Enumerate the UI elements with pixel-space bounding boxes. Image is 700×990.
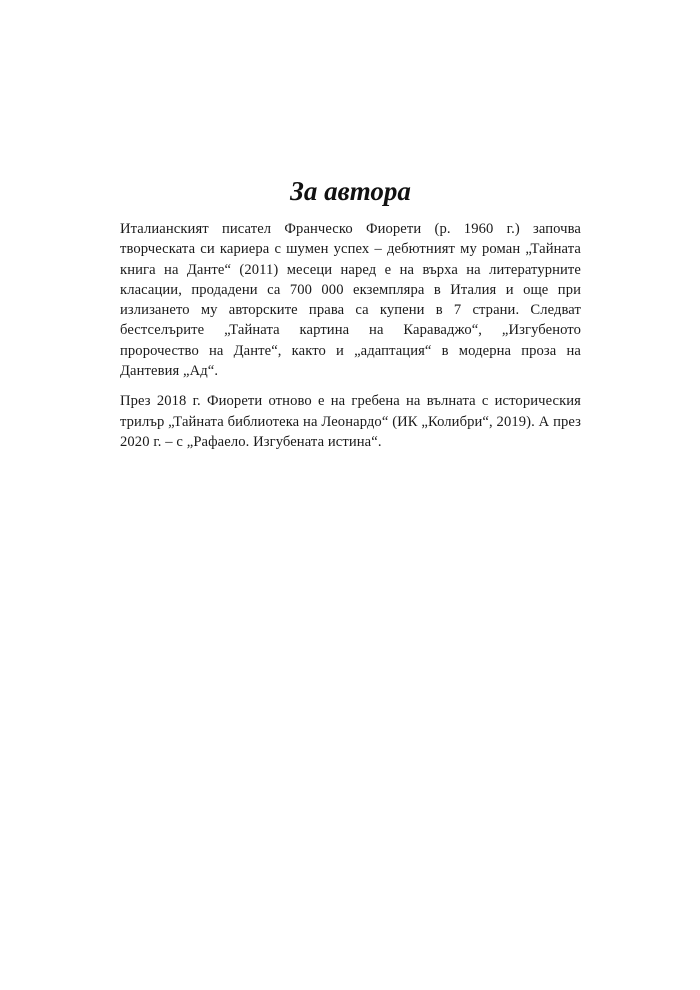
author-bio-paragraph-2: През 2018 г. Фиорети отново е на гребена на вълната с историческия трилър „Тайната библиотека на Леонардо“ (ИК „Колибри“, 2019). А през 2020 г. – с „Рафаело. Изгубената истина“. [120, 393, 581, 450]
section-title: За автора [290, 176, 411, 206]
author-bio-paragraph-1: Италианският писател Франческо Фиорети (р. 1960 г.) започва творческата си кариера с шумен успех – дебютният му роман „Тайната книга на Данте“ (2011) месеци наред е на върха на литературните класации, продадени са 700 000 екземпляра в Италия и още при излизането му авторските права са купени в 7 страни. Следват бестселърите „Тайната картина на Караваджо“, „Изгубеното пророчество на Данте“, както и „адаптация“ в модерна проза на Дантевия „Ад“. [120, 221, 581, 380]
about-author-section [120, 174, 581, 452]
